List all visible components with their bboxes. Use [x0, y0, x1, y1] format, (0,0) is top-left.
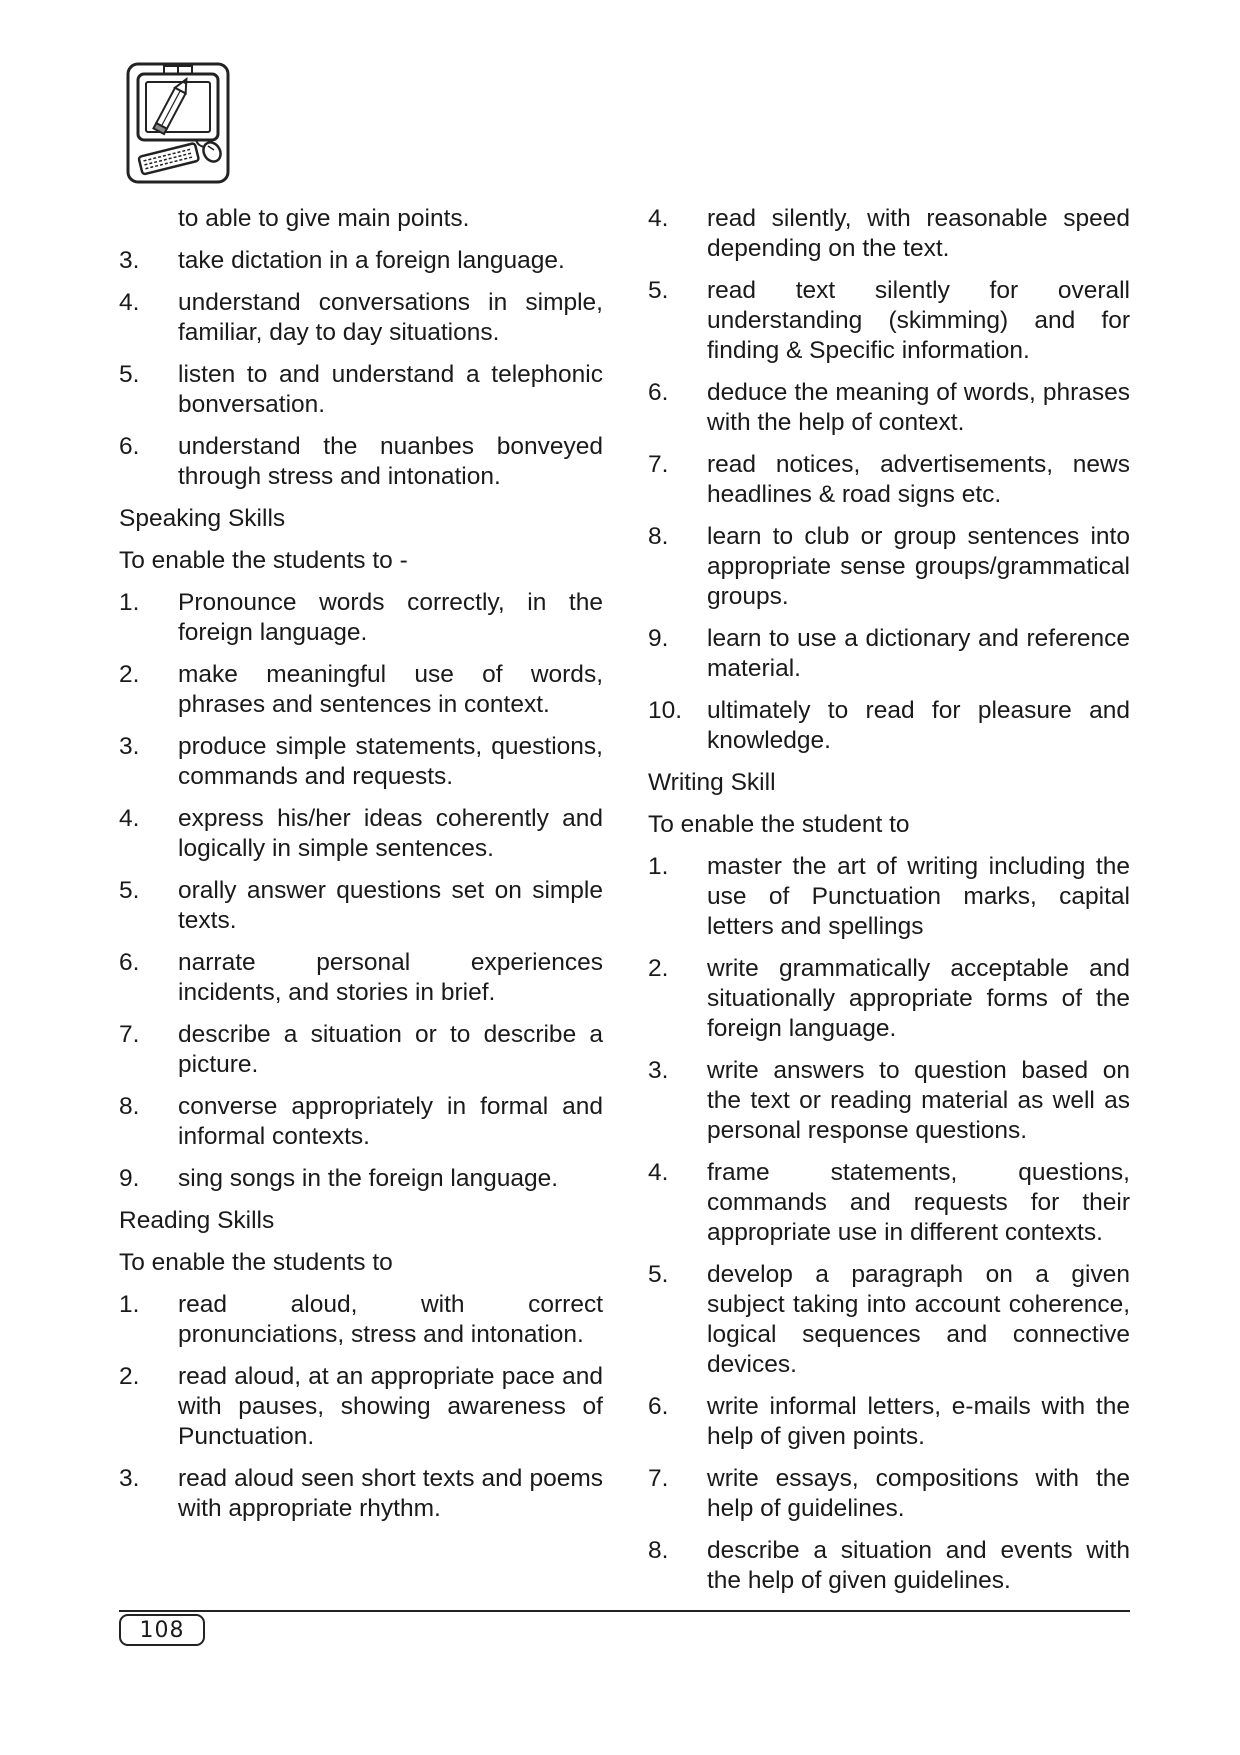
list-item: 7. describe a situation or to describe a picture.: [119, 1021, 603, 1078]
list-item: 8. converse appropriately in formal and informal contexts.: [119, 1093, 603, 1150]
list-item: 10. ultimately to read for pleasure and knowledge.: [648, 697, 1130, 754]
list-item: 5. develop a paragraph on a given subject taking into account coherence, logical sequences and connective devices.: [648, 1261, 1130, 1378]
list-item: 1. Pronounce words correctly, in the foreign language.: [119, 589, 603, 646]
list-item: 3. write answers to question based on the text or reading material as well as personal response questions.: [648, 1057, 1130, 1144]
speaking-heading: Speaking Skills: [119, 505, 286, 532]
list-item: 2. write grammatically acceptable and situationally appropriate forms of the foreign language.: [648, 955, 1130, 1042]
list-item: 4. read silently, with reasonable speed depending on the text.: [648, 205, 1130, 262]
list-item: 3. produce simple statements, questions, commands and requests.: [119, 733, 603, 790]
list-item: 8. describe a situation and events with the help of given guidelines.: [648, 1537, 1130, 1594]
reading-list: [119, 1290, 603, 1524]
list-item: 4. understand conversations in simple, familiar, day to day situations.: [119, 289, 603, 346]
list-item: 6. narrate personal experiences incidents, and stories in brief.: [119, 949, 603, 1006]
right-column: [648, 204, 1130, 1608]
reading-list-continued: [648, 204, 1130, 756]
list-item: 2. read aloud, at an appropriate pace and with pauses, showing awareness of Punctuation.: [119, 1363, 603, 1450]
list-item: 1. master the art of writing including the use of Punctuation marks, capital letters and spellings: [648, 853, 1130, 940]
list-item: 2. make meaningful use of words, phrases and sentences in context.: [119, 661, 603, 718]
list-item: 7. write essays, compositions with the help of guidelines.: [648, 1465, 1130, 1522]
list-item: 1. read aloud, with correct pronunciations, stress and intonation.: [119, 1291, 603, 1348]
page-number-badge: [119, 1614, 205, 1646]
list-item: 4. express his/her ideas coherently and logically in simple sentences.: [119, 805, 603, 862]
speaking-intro: To enable the students to -: [119, 547, 408, 574]
list-item: 3. read aloud seen short texts and poems with appropriate rhythm.: [119, 1465, 603, 1522]
list-item: 5. read text silently for overall understanding (skimming) and for finding & Specific information.: [648, 277, 1130, 364]
writing-heading: Writing Skill: [648, 769, 776, 796]
list-item: 6. understand the nuanbes bonveyed through stress and intonation.: [119, 433, 603, 490]
list-item: 8. learn to club or group sentences into appropriate sense groups/grammatical groups.: [648, 523, 1130, 610]
list-item: 7. read notices, advertisements, news headlines & road signs etc.: [648, 451, 1130, 508]
list-item: 3. take dictation in a foreign language.: [119, 247, 565, 274]
left-column: [119, 204, 603, 1536]
list-item: 5. orally answer questions set on simple texts.: [119, 877, 603, 934]
computer-pencil-logo-icon: [126, 62, 230, 184]
footer-divider: [119, 1610, 1130, 1612]
list-item: 4. frame statements, questions, commands and requests for their appropriate use in different contexts.: [648, 1159, 1130, 1246]
list-item: 9. learn to use a dictionary and reference material.: [648, 625, 1130, 682]
writing-list: [648, 852, 1130, 1596]
list-item: 6. deduce the meaning of words, phrases with the help of context.: [648, 379, 1130, 436]
page-number: 108: [139, 1617, 185, 1643]
list-item: 5. listen to and understand a telephonic bonversation.: [119, 361, 603, 418]
writing-intro: To enable the student to: [648, 811, 910, 838]
list-item: 6. write informal letters, e-mails with the help of given points.: [648, 1393, 1130, 1450]
listening-list: [119, 246, 603, 492]
reading-heading: Reading Skills: [119, 1207, 275, 1234]
list-item: 9. sing songs in the foreign language.: [119, 1165, 559, 1192]
continuation-text: to able to give main points.: [178, 205, 470, 232]
reading-intro: To enable the students to: [119, 1249, 393, 1276]
speaking-list: [119, 588, 603, 1194]
